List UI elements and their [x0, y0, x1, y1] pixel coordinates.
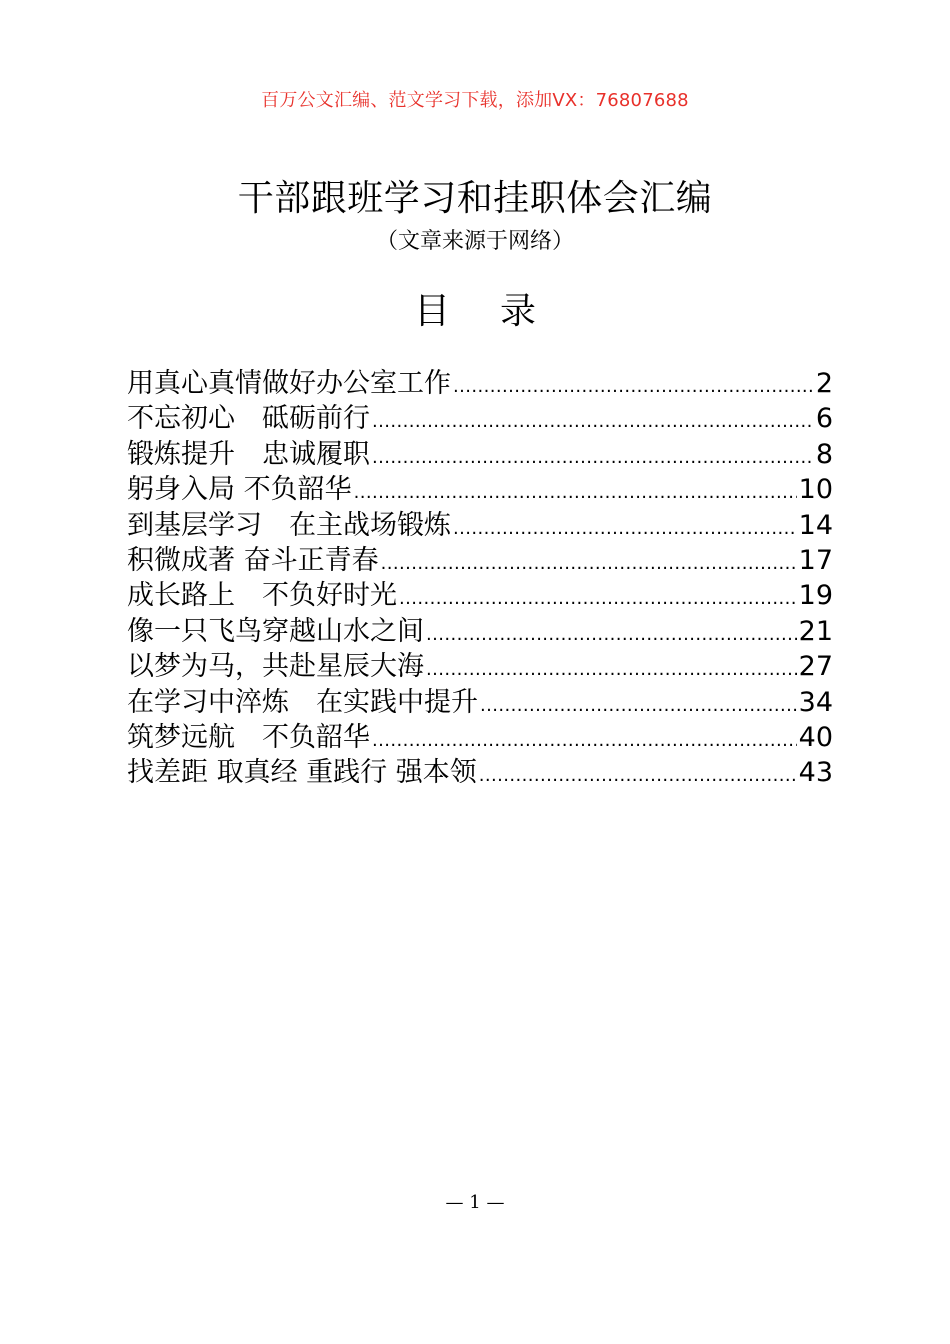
toc-entry-title: 不忘初心 砥砺前行: [127, 403, 370, 435]
toc-dot-leader: [354, 475, 797, 510]
header-note: 百万公文汇编、范文学习下载，添加VX：76807688: [261, 90, 689, 111]
toc-heading-right: 录: [500, 291, 537, 332]
toc-entry[interactable]: [127, 755, 833, 790]
toc-dot-leader: [426, 652, 797, 687]
toc-entry-page: 8: [815, 438, 833, 470]
toc-entry[interactable]: [127, 720, 833, 755]
table-of-contents: [127, 366, 833, 791]
toc-entry-page: 21: [798, 615, 833, 647]
toc-entry[interactable]: [127, 578, 833, 613]
toc-entry-page: 6: [815, 403, 833, 435]
toc-dot-leader: [480, 688, 797, 723]
toc-entry-title: 像一只飞鸟穿越山水之间: [127, 615, 424, 647]
toc-entry-page: 40: [798, 721, 833, 753]
toc-entry[interactable]: [127, 366, 833, 401]
toc-entry-title: 以梦为马，共赴星辰大海: [127, 651, 424, 683]
toc-entry-title: 筑梦远航 不负韶华: [127, 721, 370, 753]
document-subtitle: （文章来源于网络）: [375, 229, 574, 254]
toc-entry-page: 14: [798, 509, 833, 541]
toc-entry-title: 在学习中淬炼 在实践中提升: [127, 686, 478, 718]
toc-entry-page: 27: [798, 651, 833, 683]
toc-dot-leader: [479, 758, 797, 793]
toc-entry[interactable]: [127, 614, 833, 649]
toc-entry[interactable]: [127, 649, 833, 684]
toc-entry[interactable]: [127, 437, 833, 472]
toc-entry-page: 34: [798, 686, 833, 718]
toc-entry-page: 2: [815, 368, 833, 399]
toc-entry-title: 到基层学习 在主战场锻炼: [127, 509, 451, 541]
toc-dot-leader: [372, 440, 814, 475]
toc-entry-page: 17: [798, 544, 833, 576]
toc-entry-title: 积微成著 奋斗正青春: [127, 544, 379, 576]
toc-entry[interactable]: [127, 685, 833, 720]
toc-dot-leader: [453, 511, 797, 546]
toc-dot-leader: [381, 546, 797, 581]
toc-entry-title: 锻炼提升 忠诚履职: [127, 438, 370, 470]
toc-entry-title: 用真心真情做好办公室工作: [127, 368, 451, 399]
toc-entry-page: 43: [798, 757, 833, 789]
toc-dot-leader: [372, 404, 814, 439]
toc-dot-leader: [372, 723, 797, 758]
toc-entry-page: 19: [798, 580, 833, 612]
toc-entry-title: 成长路上 不负好时光: [127, 580, 397, 612]
toc-entry[interactable]: [127, 508, 833, 543]
document-title: 干部跟班学习和挂职体会汇编: [237, 178, 713, 219]
page-number-footer: — 1 —: [445, 1192, 505, 1213]
toc-heading-left: 目: [413, 291, 450, 332]
toc-entry-title: 找差距 取真经 重践行 强本领: [127, 757, 477, 789]
toc-entry-title: 躬身入局 不负韶华: [127, 474, 352, 506]
toc-entry-page: 10: [798, 474, 833, 506]
toc-entry[interactable]: [127, 472, 833, 507]
toc-heading: [0, 283, 950, 334]
toc-dot-leader: [399, 581, 797, 616]
toc-dot-leader: [453, 369, 814, 404]
toc-dot-leader: [426, 617, 797, 652]
toc-entry[interactable]: [127, 543, 833, 578]
toc-entry[interactable]: [127, 401, 833, 436]
